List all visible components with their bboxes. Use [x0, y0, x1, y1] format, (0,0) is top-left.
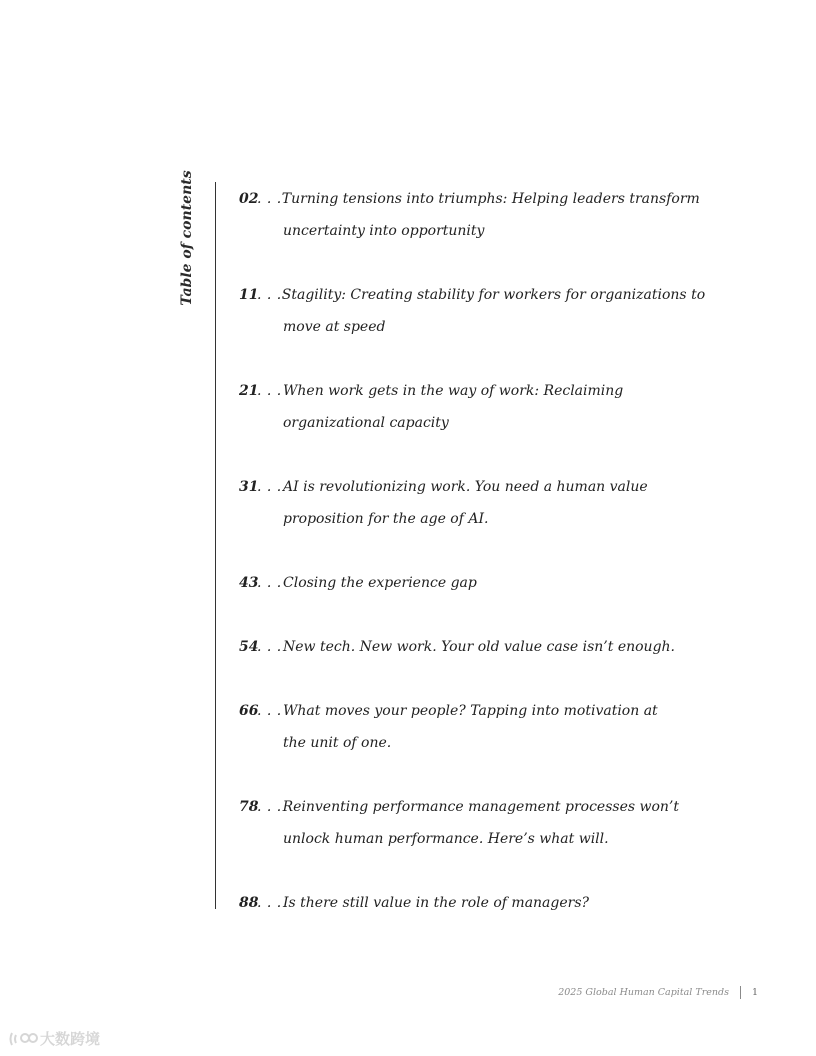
toc-leader-dots: . . . — [257, 799, 282, 815]
toc-entry-43[interactable] — [239, 569, 679, 597]
toc-leader-dots: . . . — [257, 639, 282, 655]
toc-page-number: 54 — [239, 639, 259, 655]
toc-entry-54[interactable] — [239, 633, 679, 661]
toc-entry-title: Is there still value in the role of managers? — [283, 895, 590, 911]
toc-entry-title: What moves your people? Tapping into motivation at — [283, 703, 658, 719]
toc-leader-dots: . . . — [257, 703, 282, 719]
footer-divider — [740, 986, 741, 999]
toc-divider-rule — [215, 182, 216, 909]
toc-entry-title: AI is revolutionizing work. You need a human value — [283, 479, 648, 495]
toc-leader-dots: . . . — [257, 383, 282, 399]
toc-entry-title: Reinventing performance management processes won’t — [282, 799, 679, 815]
toc-entry-31[interactable] — [239, 473, 679, 533]
toc-entry-title-continued: move at speed — [283, 319, 386, 335]
toc-leader-dots: . . . — [257, 479, 282, 495]
toc-vertical-title: Table of contents — [179, 170, 195, 306]
toc-entry-21[interactable] — [239, 377, 679, 437]
toc-page-number: 21 — [239, 383, 259, 399]
toc-entry-title: Turning tensions into triumphs: Helping leaders transform — [281, 191, 700, 207]
watermark-logo-icon — [8, 1030, 38, 1048]
toc-entry-78[interactable] — [239, 793, 679, 853]
toc-page-number: 88 — [239, 895, 259, 911]
toc-page-number: 66 — [239, 703, 259, 719]
toc-leader-dots: . . . — [257, 191, 282, 207]
toc-entry-title: Closing the experience gap — [283, 575, 477, 591]
watermark-text: 大数跨境 — [40, 1030, 101, 1048]
toc-leader-dots: . . . — [257, 575, 282, 591]
toc-entry-title: New tech. New work. Your old value case isn’t enough. — [283, 639, 675, 655]
footer-page-number: 1 — [751, 987, 758, 998]
page-footer — [558, 986, 758, 999]
toc-page-number: 31 — [239, 479, 259, 495]
toc-entry-02[interactable] — [239, 185, 700, 245]
toc-entry-title-continued: the unit of one. — [283, 735, 392, 751]
toc-entry-title: When work gets in the way of work: Reclaiming — [283, 383, 624, 399]
toc-entry-11[interactable] — [239, 281, 706, 341]
watermark — [8, 1028, 100, 1049]
toc-leader-dots: . . . — [257, 895, 282, 911]
footer-report-title: 2025 Global Human Capital Trends — [558, 987, 729, 998]
toc-entry-title-continued: unlock human performance. Here’s what will. — [283, 831, 609, 847]
toc-leader-dots: . . . — [257, 287, 282, 303]
toc-entry-88[interactable] — [239, 889, 679, 917]
toc-entry-title-continued: uncertainty into opportunity — [283, 223, 485, 239]
toc-entry-66[interactable] — [239, 697, 679, 757]
toc-page-number: 78 — [239, 799, 259, 815]
toc-page-number: 02 — [239, 191, 259, 207]
toc-entry-title-continued: organizational capacity — [283, 415, 449, 431]
toc-entry-title-continued: proposition for the age of AI. — [283, 511, 489, 527]
toc-page-number: 43 — [239, 575, 259, 591]
toc-page-number: 11 — [239, 287, 259, 303]
toc-entry-title: Stagility: Creating stability for workers for organizations to — [281, 287, 706, 303]
